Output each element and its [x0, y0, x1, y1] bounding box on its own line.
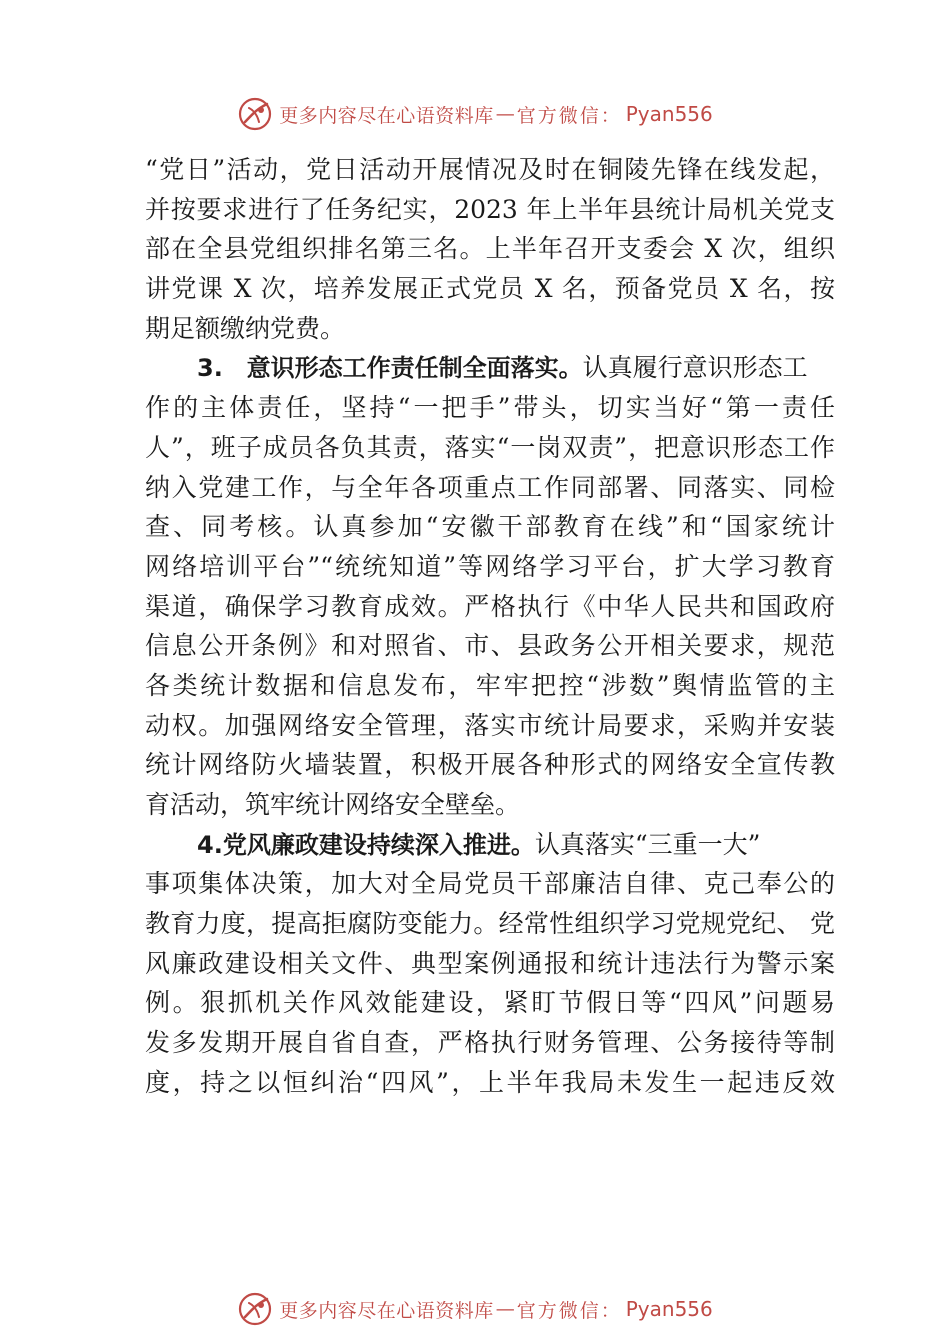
paragraph-ideology [145, 348, 835, 824]
text-line: 人”，班子成员各负其责，落实“一岗双责”，把意识形态工作 [145, 432, 835, 462]
wechat-label: 官方微信： [516, 104, 622, 127]
text-line: 风廉政建设相关文件、典型案例通报和统计违法行为警示案 [145, 948, 835, 978]
section-lead: 认真落实“三重一大” [534, 829, 761, 859]
text-line: 并按要求进行了任务纪实，2023 年上半年县统计局机关党支 [145, 194, 835, 224]
brand-title: 更多内容尽在心语资料库 [279, 104, 494, 127]
text-line: 期足额缴纳党费。 [145, 313, 346, 343]
text-line: 作的主体责任，坚持“一把手”带头，切实当好“第一责任 [145, 393, 835, 423]
text-line: 动权。加强网络安全管理，落实市统计局要求，采购并安装 [145, 710, 835, 740]
section-number: 3. [197, 354, 223, 383]
paragraph-integrity [145, 825, 835, 1103]
text-line: 例。狠抓机关作风效能建设，紧盯节假日等“四风”问题易 [145, 988, 835, 1018]
text-line: “党日”活动，党日活动开展情况及时在铜陵先锋在线发起， [145, 155, 835, 184]
paragraph-party-day [145, 150, 835, 348]
wechat-id: Pyan556 [625, 102, 713, 126]
text-line [145, 825, 835, 865]
wechat-id: Pyan556 [625, 1297, 713, 1321]
text-line: 育活动，筑牢统计网络安全壁垒。 [145, 790, 521, 819]
text-line: 信息公开条例》和对照省、市、县政务公开相关要求，规范 [145, 631, 835, 661]
text-line: 纳入党建工作，与全年各项重点工作同部署、同落实、同检 [145, 472, 835, 502]
document-body [145, 150, 835, 1103]
text-line: 各类统计数据和信息发布，牢牢把控“涉数”舆情监管的主 [145, 670, 835, 700]
section-lead: 认真履行意识形态工 [582, 353, 808, 383]
text-line: 部在全县党组织排名第三名。上半年召开支委会 X 次，组织 [145, 234, 835, 264]
brand-separator: — [495, 1298, 515, 1320]
text-line: 查、同考核。认真参加“安徽干部教育在线”和“国家统计 [145, 512, 835, 542]
page-footer [0, 1289, 950, 1329]
text-line: 度，持之以恒纠治“四风”，上半年我局未发生一起违反效 [145, 1067, 835, 1097]
text-line: 讲党课 X 次，培养发展正式党员 X 名，预备党员 X 名，按 [145, 274, 835, 304]
page-header [0, 94, 950, 134]
text-line: 网络培训平台”“统统知道”等网络学习平台，扩大学习教育 [145, 551, 835, 581]
text-line: 渠道，确保学习教育成效。严格执行《中华人民共和国政府 [145, 591, 835, 621]
text-line: 事项集体决策，加大对全局党员干部廉洁自律、克己奉公的 [145, 869, 835, 899]
brand-logo-icon [237, 1291, 273, 1327]
text-line: 统计网络防火墙装置，积极开展各种形式的网络安全宣传教 [145, 750, 835, 780]
section-heading: 意识形态工作责任制全面落实。 [246, 354, 583, 383]
text-line: 教育力度，提高拒腐防变能力。经常性组织学习党规党纪、 党 [145, 909, 835, 939]
text-line: 发多发期开展自省自查，严格执行财务管理、公务接待等制 [145, 1028, 835, 1058]
section-heading: 4.党风廉政建设持续深入推进。 [197, 830, 535, 859]
wechat-label: 官方微信： [516, 1299, 622, 1322]
brand-title: 更多内容尽在心语资料库 [279, 1299, 494, 1322]
brand-logo-icon [237, 96, 273, 132]
brand-separator: — [495, 103, 515, 125]
text-line [145, 348, 835, 388]
